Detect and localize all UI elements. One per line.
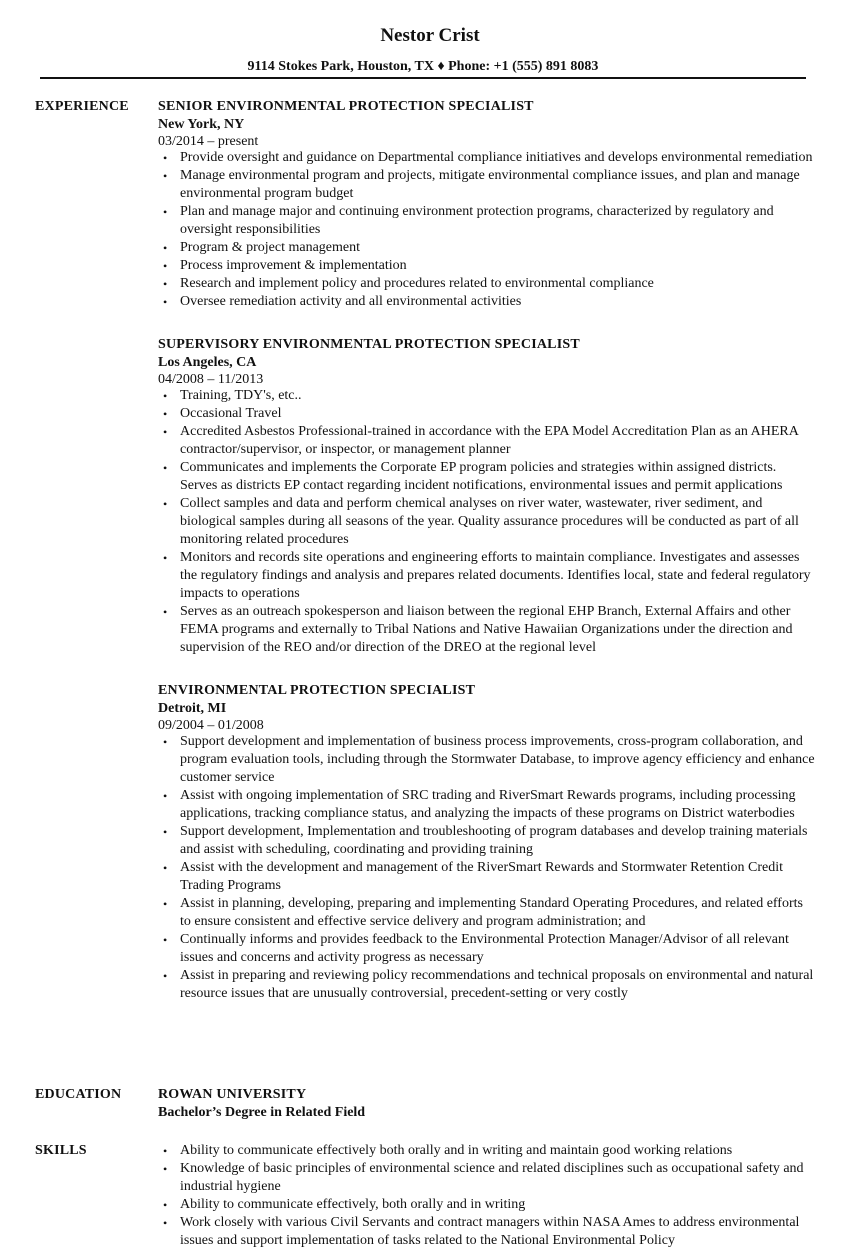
bullet-icon: •: [163, 1162, 168, 1176]
bullet-icon: •: [163, 295, 168, 309]
bullet-text: Provide oversight and guidance on Departmental compliance initiatives and develops environmental remediation: [180, 150, 813, 165]
bullet-item: [158, 275, 816, 293]
bullet-text: Collect samples and data and perform chemical analyses on river water, wastewater, river sediment, and biological samples during all seasons of the year. Quality assurance procedures will be conducted as part of all monitoring related procedures: [180, 496, 799, 547]
bullet-item: [158, 895, 816, 931]
job-location: New York, NY: [158, 117, 245, 132]
bullet-item: [158, 859, 816, 895]
job-entry: [158, 682, 816, 1003]
bullet-item: [158, 293, 816, 311]
job-title: SENIOR ENVIRONMENTAL PROTECTION SPECIALIST: [158, 99, 534, 114]
header-divider: [40, 77, 806, 79]
experience-list: [158, 98, 816, 1028]
bullet-icon: •: [163, 259, 168, 273]
degree: Bachelor’s Degree in Related Field: [158, 1105, 366, 1120]
bullet-icon: •: [163, 407, 168, 421]
contact-line: 9114 Stokes Park, Houston, TX ♦ Phone: +1 (555) 891 8083: [247, 59, 599, 74]
job-entry: [158, 98, 816, 311]
bullet-icon: •: [163, 861, 168, 875]
job-dates: 04/2008 – 11/2013: [158, 372, 264, 387]
bullet-item: [158, 405, 816, 423]
bullet-item: [158, 1214, 816, 1250]
bullet-text: Accredited Asbestos Professional-trained in accordance with the EPA Model Accreditation Plan as an AHERA contractor/supervisor, or inspector, or management planner: [180, 424, 799, 457]
job-dates: 09/2004 – 01/2008: [158, 718, 264, 733]
bullet-text: Serves as an outreach spokesperson and liaison between the regional EHP Branch, External Affairs and other FEMA programs and externally to Tribal Nations and Native Hawaiian Organizations under the direction and supervision of the REO and/or direction of the DREO at the regional level: [180, 604, 793, 655]
bullet-icon: •: [163, 389, 168, 403]
skills-list: [158, 1142, 816, 1250]
bullet-icon: •: [163, 425, 168, 439]
job-title: ENVIRONMENTAL PROTECTION SPECIALIST: [158, 683, 476, 698]
school-name: ROWAN UNIVERSITY: [158, 1087, 307, 1102]
bullet-icon: •: [163, 461, 168, 475]
bullet-text: Program & project management: [180, 240, 360, 255]
bullet-item: [158, 495, 816, 549]
bullet-item: [158, 733, 816, 787]
bullet-item: [158, 257, 816, 275]
bullet-item: [158, 459, 816, 495]
bullet-icon: •: [163, 551, 168, 565]
bullet-item: [158, 1196, 816, 1214]
bullet-item: [158, 149, 816, 167]
section-title-skills: SKILLS: [35, 1143, 87, 1158]
bullet-icon: •: [163, 1144, 168, 1158]
job-bullets: [158, 387, 816, 657]
job-bullets: [158, 733, 816, 1003]
bullet-text: Support development and implementation of business process improvements, cross-program collaboration, and program evaluation tools, including through the Stormwater Database, to improve agency efficiency and enhance customer service: [180, 734, 815, 785]
bullet-text: Communicates and implements the Corporate EP program policies and strategies within assigned districts. Serves as districts EP contact regarding incident notifications, environmental issues and permit applications: [180, 460, 783, 493]
bullet-text: Occasional Travel: [180, 406, 282, 421]
bullet-item: [158, 603, 816, 657]
bullet-text: Ability to communicate effectively both orally and in writing and maintain good working relations: [180, 1143, 733, 1158]
bullet-icon: •: [163, 735, 168, 749]
bullet-icon: •: [163, 205, 168, 219]
bullet-text: Assist in preparing and reviewing policy recommendations and technical proposals on environmental and natural resource issues that are unusually controversial, precedent-setting or very costly: [180, 968, 814, 1001]
bullet-item: [158, 787, 816, 823]
bullet-item: [158, 387, 816, 405]
bullet-text: Assist in planning, developing, preparing and implementing Standard Operating Procedures, and related efforts to ensure consistent and effective service delivery and program administration; and: [180, 896, 803, 929]
bullet-item: [158, 967, 816, 1003]
job-location: Los Angeles, CA: [158, 355, 257, 370]
bullet-text: Ability to communicate effectively, both orally and in writing: [180, 1197, 526, 1212]
bullet-text: Plan and manage major and continuing environment protection programs, characterized by regulatory and oversight responsibilities: [180, 204, 774, 237]
job-bullets: [158, 149, 816, 311]
bullet-item: [158, 1160, 816, 1196]
job-dates: 03/2014 – present: [158, 134, 259, 149]
bullet-item: [158, 823, 816, 859]
bullet-item: [158, 203, 816, 239]
bullet-item: [158, 423, 816, 459]
bullet-icon: •: [163, 241, 168, 255]
bullet-icon: •: [163, 497, 168, 511]
section-title-education: EDUCATION: [35, 1087, 122, 1102]
job-entry: [158, 336, 816, 657]
bullet-text: Support development, Implementation and troubleshooting of program databases and develop training materials and assist with scheduling, coordinating and providing training: [180, 824, 808, 857]
section-title-experience: EXPERIENCE: [35, 99, 129, 114]
bullet-item: [158, 931, 816, 967]
candidate-name: Nestor Crist: [380, 25, 480, 46]
bullet-icon: •: [163, 933, 168, 947]
bullet-text: Work closely with various Civil Servants and contract managers within NASA Ames to address environmental issues and support implementation of tasks related to the National Environmental Policy: [180, 1215, 800, 1248]
skills-entry: [158, 1142, 816, 1250]
job-title: SUPERVISORY ENVIRONMENTAL PROTECTION SPECIALIST: [158, 337, 580, 352]
bullet-text: Research and implement policy and procedures related to environmental compliance: [180, 276, 654, 291]
bullet-text: Assist with ongoing implementation of SRC trading and RiverSmart Rewards programs, including processing applications, tracking compliance status, and analyzing the impacts of these programs on District waterbodies: [180, 788, 796, 821]
bullet-text: Oversee remediation activity and all environmental activities: [180, 294, 522, 309]
bullet-icon: •: [163, 169, 168, 183]
bullet-icon: •: [163, 897, 168, 911]
bullet-icon: •: [163, 151, 168, 165]
bullet-item: [158, 239, 816, 257]
bullet-text: Manage environmental program and projects, mitigate environmental compliance issues, and plan and manage environmental program budget: [180, 168, 800, 201]
bullet-text: Knowledge of basic principles of environmental science and related disciplines such as occupational safety and industrial hygiene: [180, 1161, 804, 1194]
education-entry: [158, 1086, 816, 1122]
bullet-text: Training, TDY's, etc..: [180, 388, 302, 403]
job-location: Detroit, MI: [158, 701, 227, 716]
bullet-text: Assist with the development and management of the RiverSmart Rewards and Stormwater Retention Credit Trading Programs: [180, 860, 784, 893]
bullet-item: [158, 1142, 816, 1160]
bullet-icon: •: [163, 277, 168, 291]
bullet-text: Monitors and records site operations and engineering efforts to maintain compliance. Investigates and assesses the regulatory findings and analysis and prepares related documents. Identifies local, state and federal regulatory impacts to operations: [180, 550, 811, 601]
bullet-text: Process improvement & implementation: [180, 258, 407, 273]
bullet-item: [158, 549, 816, 603]
bullet-icon: •: [163, 969, 168, 983]
bullet-icon: •: [163, 605, 168, 619]
bullet-icon: •: [163, 825, 168, 839]
bullet-text: Continually informs and provides feedback to the Environmental Protection Manager/Advisor of all relevant issues and concerns and activity progress as necessary: [180, 932, 789, 965]
bullet-icon: •: [163, 1198, 168, 1212]
bullet-icon: •: [163, 1216, 168, 1230]
bullet-item: [158, 167, 816, 203]
bullet-icon: •: [163, 789, 168, 803]
